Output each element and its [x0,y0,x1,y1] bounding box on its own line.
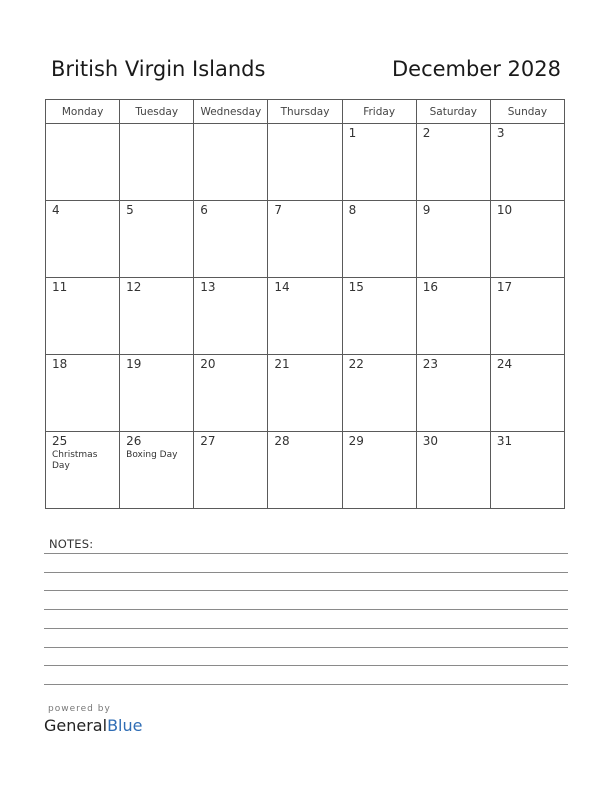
day-cell [46,124,120,201]
day-number: 29 [348,434,364,448]
day-cell [120,201,194,278]
note-line [44,609,568,610]
note-line [44,647,568,648]
day-cell [120,355,194,432]
day-number [120,124,193,126]
day-number: 10 [496,203,513,217]
weekday-friday: Friday [342,100,416,124]
day-cell [342,124,416,201]
day-number [194,124,267,126]
day-cell [416,201,490,278]
powered-by-text: powered by [48,704,111,714]
week-row [46,355,565,432]
day-cell [416,278,490,355]
day-cell [46,355,120,432]
day-number: 16 [422,280,438,294]
day-cell [490,432,564,509]
day-cell [194,124,268,201]
holiday-label: Christmas Day [52,450,98,471]
day-number: 23 [422,357,438,371]
day-cell [194,278,268,355]
day-number: 12 [126,280,142,294]
day-number: 17 [496,280,513,294]
weekday-header-row [46,100,565,124]
week-row [46,278,565,355]
day-cell [490,355,564,432]
notes-label: NOTES: [49,537,94,551]
day-cell [120,124,194,201]
day-cell [268,355,342,432]
day-cell [342,355,416,432]
day-number: 7 [274,203,283,217]
day-cell [194,355,268,432]
day-cell [416,355,490,432]
note-line [44,590,568,591]
note-line [44,684,568,685]
holiday-label: Boxing Day [126,450,178,460]
day-cell [268,432,342,509]
day-cell [46,278,120,355]
day-number: 9 [422,203,431,217]
day-number: 15 [348,280,364,294]
week-row [46,432,565,509]
note-line [44,572,568,573]
weekday-sunday: Sunday [490,100,564,124]
day-number: 31 [496,434,513,448]
day-number [46,124,119,126]
month-year-title: December 2028 [391,57,561,81]
week-row [46,124,565,201]
note-line [44,665,568,666]
day-number: 22 [348,357,364,371]
day-cell [416,124,490,201]
day-number: 26 [126,434,142,448]
brand-blue-text: Blue [107,716,143,735]
day-cell [46,432,120,509]
day-number: 21 [274,357,290,371]
day-number: 19 [126,357,142,371]
day-cell [120,432,194,509]
day-cell [46,201,120,278]
day-number: 14 [274,280,290,294]
note-line [44,628,568,629]
day-cell [268,278,342,355]
weekday-saturday: Saturday [416,100,490,124]
day-number: 24 [496,357,513,371]
day-cell [342,432,416,509]
calendar-body [46,124,565,509]
day-cell [490,278,564,355]
day-number: 25 [52,434,68,448]
day-cell [342,201,416,278]
day-number: 27 [200,434,216,448]
day-number: 3 [496,126,505,140]
day-number: 30 [422,434,438,448]
day-number: 8 [348,203,357,217]
weekday-wednesday: Wednesday [194,100,268,124]
day-number: 4 [52,203,60,217]
weekday-tuesday: Tuesday [120,100,194,124]
brand-general-text: General [44,716,108,735]
day-cell [268,124,342,201]
day-number: 20 [200,357,216,371]
day-cell [268,201,342,278]
day-cell [416,432,490,509]
note-line [44,553,568,554]
day-number: 13 [200,280,216,294]
day-number [268,124,341,126]
day-number: 28 [274,434,290,448]
day-number: 11 [52,280,68,294]
week-row [46,201,565,278]
day-cell [194,432,268,509]
day-cell [194,201,268,278]
day-number: 6 [200,203,208,217]
day-number: 18 [52,357,68,371]
weekday-monday: Monday [46,100,120,124]
day-cell [490,124,564,201]
calendar-grid [45,99,565,509]
weekday-thursday: Thursday [268,100,342,124]
day-number: 2 [422,126,431,140]
day-cell [120,278,194,355]
country-title: British Virgin Islands [51,57,266,81]
day-number: 5 [126,203,134,217]
day-number: 1 [348,126,357,140]
day-cell [342,278,416,355]
brand-logo [44,716,142,736]
day-cell [490,201,564,278]
